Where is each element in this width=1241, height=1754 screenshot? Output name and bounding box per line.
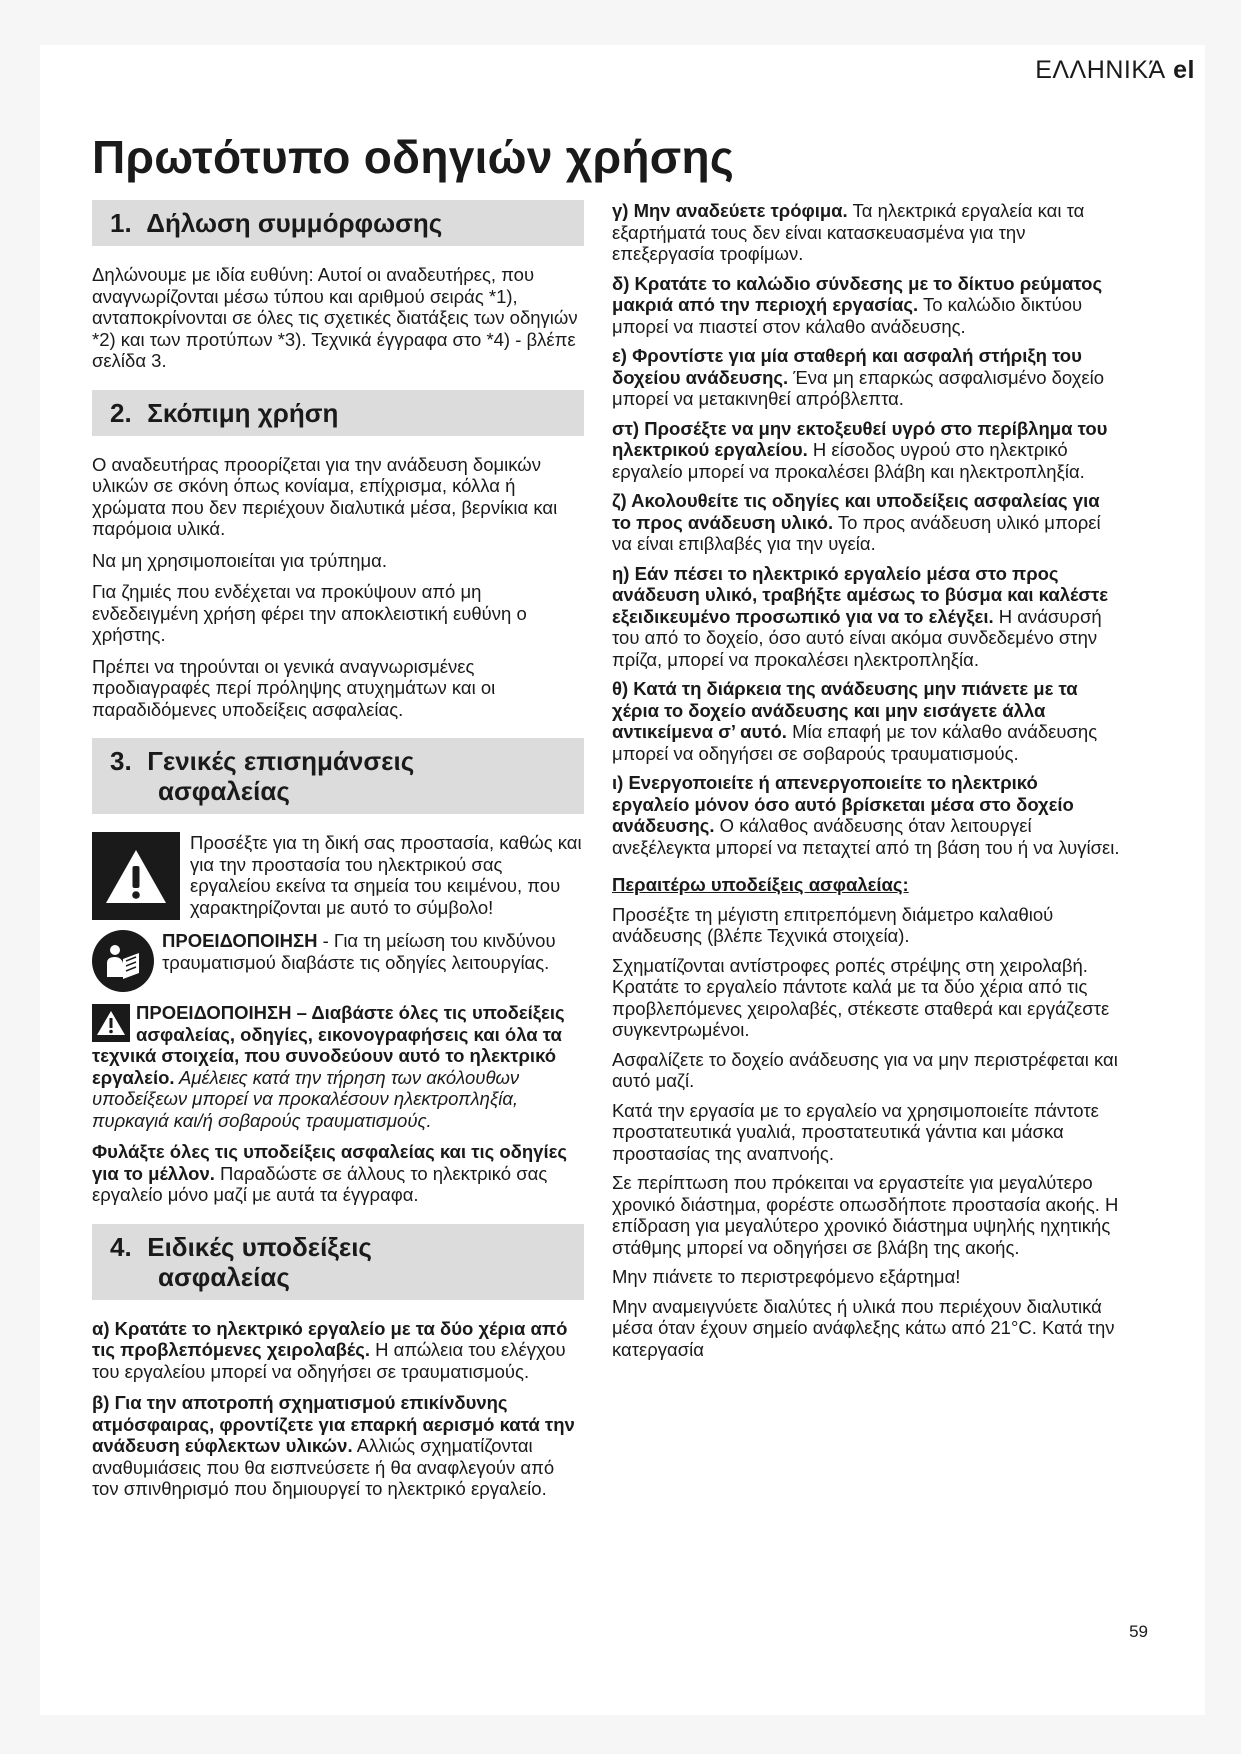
rule-b: β) Για την αποτροπή σχηματισμού επικίνδυνης ατμόσφαιρας, φροντίζετε για επαρκή αερισμό κατά την ανάδευση εύφλεκτων υλικών. Αλλιώς σχηματίζονται αναθυμιάσεις που θα εισπνεύσετε ή θα αναφλεγούν από τον σπινθηρισμό που δημιουργεί το ηλεκτρικό εργαλείο.: [92, 1392, 575, 1499]
further-note-4: Κατά την εργασία με το εργαλείο να χρησιμοποιείτε πάντοτε προστατευτικά γυαλιά, προστατευτικά γάντια και μάσκα προστασίας της αναπνοής.: [612, 1099, 1099, 1164]
intended-use-text-4: Πρέπει να τηρούνται οι γενικά αναγνωρισμένες προδιαγραφές περί πρόληψης ατυχημάτων και οι παραδιδόμενες υποδείξεις ασφαλείας.: [92, 655, 496, 720]
section-heading-declaration: 1. Δήλωση συμμόρφωσης: [92, 200, 584, 246]
keep-instructions-text: Φυλάξτε όλες τις υποδείξεις ασφαλείας και τις οδηγίες για το μέλλον. Παραδώστε σε άλλους το ηλεκτρικό σας εργαλείο μόνο μαζί με αυτά τα έγγραφα.: [92, 1141, 568, 1205]
section-heading-general-safety: 3. Γενικές επισημάνσεις ασφαλείας: [92, 738, 584, 814]
rule-st: στ) Προσέξτε να μην εκτοξευθεί υγρό στο περίβλημα του ηλεκτρικού εργαλείου. Η είσοδος υγρού στο ηλεκτρικό εργαλείο μπορεί να προκαλέσει βλάβη και ηλεκτροπληξία.: [612, 417, 1108, 482]
further-note-2: Σχηματίζονται αντίστροφες ροπές στρέψης στη χειρολαβή. Κρατάτε το εργαλείο πάντοτε καλά με τα δύο χέρια από τις προβλεπόμενες χειρολαβές, στέκεστε σταθερά και εργάζεστε συγκεντρωμένοι.: [612, 954, 1110, 1040]
rule-z: ζ) Ακολουθείτε τις οδηγίες και υποδείξεις ασφαλείας για το προς ανάδευση υλικό. Το προς ανάδευση υλικό μπορεί να είναι επιβλαβές για την υγεία.: [612, 490, 1101, 554]
rule-a: α) Κρατάτε το ηλεκτρικό εργαλείο με τα δύο χέρια από τις προβλεπόμενες χειρολαβές. Η απώλεια του ελέγχου του εργαλείου μπορεί να οδηγήσει σε τραυματισμούς.: [92, 1317, 568, 1382]
language-label: ΕΛΛΗΝΙΚΆ el: [1035, 56, 1195, 84]
rule-d: δ) Κρατάτε το καλώδιο σύνδεσης με το δίκτυο ρεύματος μακριά από την περιοχή εργασίας. Το καλώδιο δικτύου μπορεί να πιαστεί στον κάλαθο ανάδευσης.: [612, 272, 1103, 337]
further-note-5: Σε περίπτωση που πρόκειται να εργαστείτε για μεγαλύτερο χρονικό διάστημα, φορέστε οπωσδήποτε προστασία ακοής. Η επίδραση για μεγαλύτερο χρονικό διάστημα υψηλής ηχητικής στάθμης μπορεί να οδηγήσει σε βλάβη της ακοής.: [612, 1172, 1119, 1258]
further-note-3: Ασφαλίζετε το δοχείο ανάδευσης για να μην περιστρέφεται και αυτό μαζί.: [612, 1048, 1118, 1091]
rule-e: ε) Φροντίστε για μία σταθερή και ασφαλή στήριξη του δοχείου ανάδευσης. Ένα μη επαρκώς ασφαλισμένο δοχείο μπορεί να μετακινηθεί απρόβλεπτα.: [612, 345, 1105, 409]
left-column: [92, 200, 584, 1510]
further-note-6: Μην πιάνετε το περιστρεφόμενο εξάρτημα!: [612, 1266, 961, 1287]
section-heading-intended-use: 2. Σκόπιμη χρήση: [92, 390, 584, 436]
intended-use-text-2: Να μη χρησιμοποιείται για τρύπημα.: [92, 549, 387, 571]
warning-read-manual-text: ΠΡΟΕΙΔΟΠΟΙΗΣΗ - Για τη μείωση του κινδύνου τραυματισμού διαβάστε τις οδηγίες λειτουργίας.: [162, 930, 556, 973]
declaration-text: Δηλώνουμε με ιδία ευθύνη: Αυτοί οι αναδευτήρες, που αναγνωρίζονται μέσω τύπου και αριθμού σειράς *1), ανταποκρίνονται σε όλες τις σχετικές διατάξεις των οδηγιών *2) και των προτύπων *3). Τεχνικά έγγραφα στο *4) - βλέπε σελίδα 3.: [92, 264, 578, 371]
further-safety-heading: Περαιτέρω υποδείξεις ασφαλείας:: [612, 874, 909, 895]
warning-read-all: [92, 1002, 584, 1131]
page-title: Πρωτότυπο οδηγιών χρήσης: [92, 131, 735, 183]
warning-read-all-text: ΠΡΟΕΙΔΟΠΟΙΗΣΗ – Διαβάστε όλες τις υποδείξεις ασφαλείας, οδηγίες, εικονογραφήσεις και όλα τα τεχνικά στοιχεία, που συνοδεύουν αυτό το ηλεκτρικό εργαλείο. Αμέλειες κατά την τήρηση των ακόλουθων υποδείξεων μπορεί να προκαλέσουν ηλεκτροπληξία, πυρκαγιά και/ή σοβαρούς τραυματισμούς.: [92, 1002, 565, 1131]
rule-g: γ) Μην αναδεύετε τρόφιμα. Τα ηλεκτρικά εργαλεία και τα εξαρτήματά τους δεν είναι κατασκευασμένα για την επεξεργασία τροφίμων.: [612, 200, 1085, 264]
rule-th: θ) Κατά τη διάρκεια της ανάδευσης μην πιάνετε με τα χέρια το δοχείο ανάδευσης και μην εισάγετε άλλα αντικείμενα σ’ αυτό. Μία επαφή με τον κάλαθο ανάδευσης μπορεί να οδηγήσει σε σοβαρούς τραυματισμούς.: [612, 678, 1098, 764]
warning-triangle-icon: [92, 832, 180, 920]
read-manual-icon: [92, 930, 154, 992]
warning-read-manual: [92, 930, 584, 992]
intended-use-text-1: Ο αναδευτήρας προορίζεται για την ανάδευση δομικών υλικών σε σκόνη όπως κονίαμα, επίχρισμα, κόλλα ή χρώματα που δεν περιέχουν διαλυτικά μέσα, βερνίκια και παρόμοια υλικά.: [92, 453, 558, 539]
rule-h: η) Εάν πέσει το ηλεκτρικό εργαλείο μέσα στο προς ανάδευση υλικό, τραβήξτε αμέσως το βύσμα και καλέστε εξειδικευμένο προσωπικό για να το ελέγξει. Η ανάσυρσή του από το δοχείο, όσο αυτό είναι ακόμα συνδεδεμένο στην πρίζα, μπορεί να προκαλέσει ηλεκτροπληξία.: [612, 562, 1109, 670]
page-number: 59: [1129, 1622, 1148, 1641]
intended-use-text-3: Για ζημιές που ενδέχεται να προκύψουν από μη ενδεδειγμένη χρήση φέρει την αποκλειστική ευθύνη ο χρήστης.: [92, 581, 527, 645]
rule-i: ι) Ενεργοποιείτε ή απενεργοποιείτε το ηλεκτρικό εργαλείο μόνον όσο αυτό βρίσκεται μέσα στο δοχείο ανάδευσης. Ο κάλαθος ανάδευσης όταν λειτουργεί ανεξέλεγκτα μπορεί να πεταχτεί από τη βάση του ή να λυγίσει.: [612, 772, 1120, 858]
right-column: [612, 200, 1120, 1368]
symbol-note: [92, 832, 584, 922]
further-note-1: Προσέξτε τη μέγιστη επιτρεπόμενη διάμετρο καλαθιού ανάδευσης (βλέπε Τεχνικά στοιχεία).: [612, 903, 1054, 946]
section-heading-special-safety: 4. Ειδικές υποδείξεις ασφαλείας: [92, 1224, 584, 1300]
warning-small-triangle-icon: [92, 1004, 130, 1042]
symbol-note-text: Προσέξτε για τη δική σας προστασία, καθώς και για την προστασία του ηλεκτρικού σας εργαλείου εκείνα τα σημεία του κειμένου, που χαρακτηρίζονται με αυτό το σύμβολο!: [190, 832, 582, 918]
further-note-7: Μην αναμειγνύετε διαλύτες ή υλικά που περιέχουν διαλυτικά μέσα όταν έχουν σημείο ανάφλεξης κάτω από 21°C. Κατά την κατεργασία: [612, 1295, 1115, 1360]
